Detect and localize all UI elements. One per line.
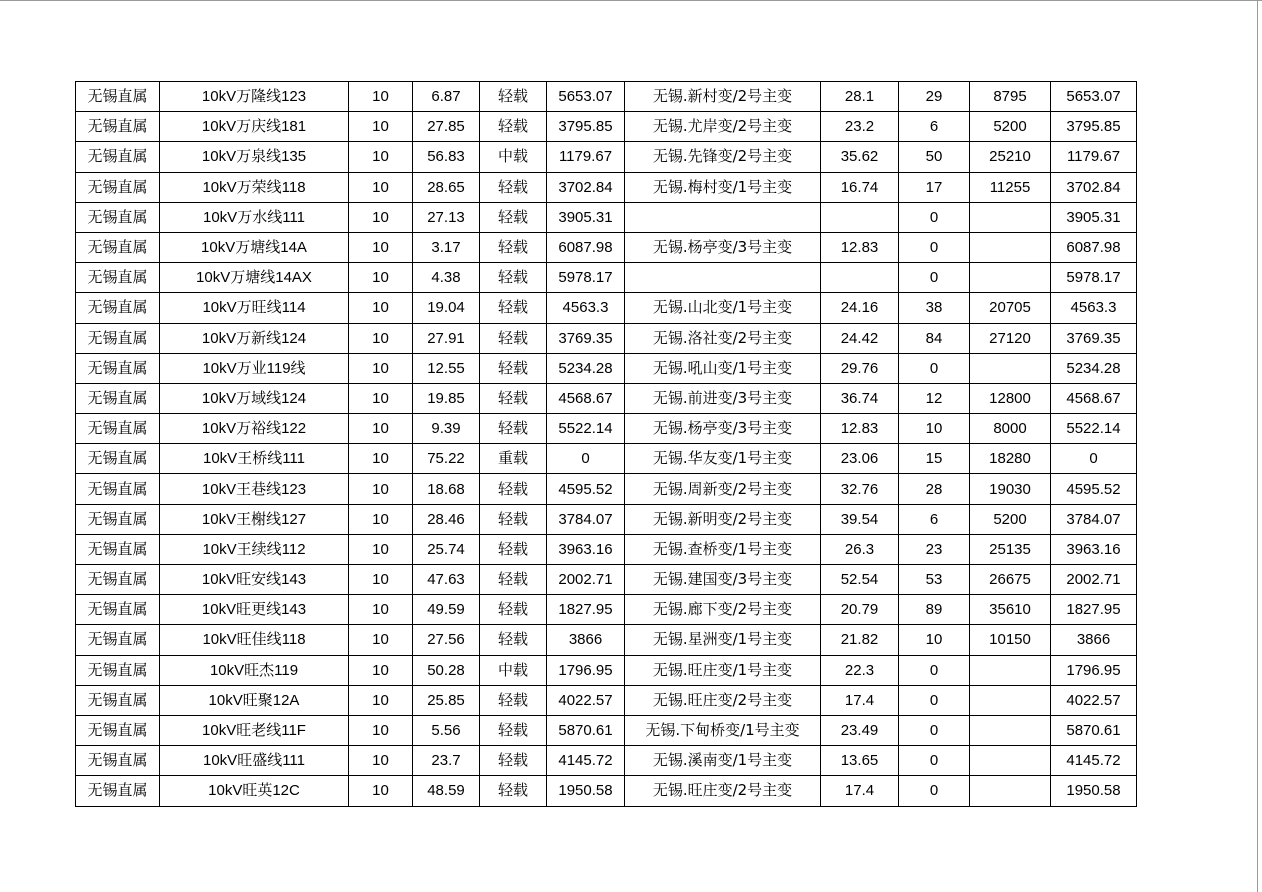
load-status-cell: 轻载 — [480, 172, 547, 202]
load-rate-cell: 27.13 — [413, 202, 480, 232]
line-name-cell: 10kV旺盛线111 — [160, 746, 349, 776]
remaining-capacity-cell: 1827.95 — [1051, 595, 1137, 625]
line-name-cell: 10kV旺老线11F — [160, 715, 349, 745]
line-name-cell: 10kV万隆线123 — [160, 82, 349, 112]
substation-transformer-cell: 无锡.先锋变/2号主变 — [625, 142, 821, 172]
remaining-capacity-cell: 5522.14 — [1051, 414, 1137, 444]
unit-cell: 无锡直属 — [76, 232, 160, 262]
unit-cell: 无锡直属 — [76, 383, 160, 413]
load-status-cell: 轻载 — [480, 323, 547, 353]
load-rate-cell: 27.91 — [413, 323, 480, 353]
voltage-cell: 10 — [349, 112, 413, 142]
available-capacity-cell: 5870.61 — [547, 715, 625, 745]
user-capacity-cell: 10150 — [970, 625, 1051, 655]
voltage-cell: 10 — [349, 142, 413, 172]
unit-cell: 无锡直属 — [76, 293, 160, 323]
line-name-cell: 10kV旺佳线118 — [160, 625, 349, 655]
load-status-cell: 轻载 — [480, 504, 547, 534]
load-status-cell: 轻载 — [480, 534, 547, 564]
substation-transformer-cell: 无锡.下甸桥变/1号主变 — [625, 715, 821, 745]
user-capacity-cell — [970, 655, 1051, 685]
transformer-load-rate-cell: 36.74 — [821, 383, 899, 413]
transformer-load-rate-cell: 28.1 — [821, 82, 899, 112]
unit-cell: 无锡直属 — [76, 715, 160, 745]
load-rate-cell: 3.17 — [413, 232, 480, 262]
unit-cell: 无锡直属 — [76, 172, 160, 202]
table-row — [76, 172, 1137, 202]
load-rate-cell: 49.59 — [413, 595, 480, 625]
line-name-cell: 10kV万业119线 — [160, 353, 349, 383]
table-row — [76, 746, 1137, 776]
load-rate-cell: 5.56 — [413, 715, 480, 745]
load-rate-cell: 9.39 — [413, 414, 480, 444]
unit-cell: 无锡直属 — [76, 414, 160, 444]
remaining-capacity-cell: 1950.58 — [1051, 776, 1137, 806]
load-status-cell: 轻载 — [480, 112, 547, 142]
unit-cell: 无锡直属 — [76, 353, 160, 383]
voltage-cell: 10 — [349, 172, 413, 202]
load-status-cell: 轻载 — [480, 82, 547, 112]
voltage-cell: 10 — [349, 293, 413, 323]
load-status-cell: 轻载 — [480, 232, 547, 262]
table-row — [76, 595, 1137, 625]
substation-transformer-cell: 无锡.梅村变/1号主变 — [625, 172, 821, 202]
transformer-load-rate-cell: 24.16 — [821, 293, 899, 323]
available-capacity-cell: 2002.71 — [547, 565, 625, 595]
transformer-load-rate-cell: 16.74 — [821, 172, 899, 202]
available-capacity-cell: 3795.85 — [547, 112, 625, 142]
table-row — [76, 715, 1137, 745]
table-row — [76, 444, 1137, 474]
unit-cell: 无锡直属 — [76, 655, 160, 685]
user-capacity-cell — [970, 202, 1051, 232]
user-count-cell: 0 — [899, 776, 970, 806]
line-name-cell: 10kV万水线111 — [160, 202, 349, 232]
load-rate-cell: 6.87 — [413, 82, 480, 112]
load-rate-cell: 28.65 — [413, 172, 480, 202]
table-row — [76, 82, 1137, 112]
user-count-cell: 12 — [899, 383, 970, 413]
voltage-cell: 10 — [349, 655, 413, 685]
substation-transformer-cell: 无锡.周新变/2号主变 — [625, 474, 821, 504]
unit-cell: 无锡直属 — [76, 565, 160, 595]
remaining-capacity-cell: 4022.57 — [1051, 685, 1137, 715]
available-capacity-cell: 3784.07 — [547, 504, 625, 534]
substation-transformer-cell: 无锡.杨亭变/3号主变 — [625, 414, 821, 444]
user-capacity-cell — [970, 685, 1051, 715]
substation-transformer-cell: 无锡.山北变/1号主变 — [625, 293, 821, 323]
line-name-cell: 10kV旺杰119 — [160, 655, 349, 685]
voltage-cell: 10 — [349, 474, 413, 504]
voltage-cell: 10 — [349, 685, 413, 715]
table-row — [76, 202, 1137, 232]
available-capacity-cell: 4563.3 — [547, 293, 625, 323]
user-count-cell: 0 — [899, 685, 970, 715]
remaining-capacity-cell: 3795.85 — [1051, 112, 1137, 142]
load-status-cell: 轻载 — [480, 474, 547, 504]
available-capacity-cell: 3963.16 — [547, 534, 625, 564]
remaining-capacity-cell: 3866 — [1051, 625, 1137, 655]
table-row — [76, 293, 1137, 323]
transformer-load-rate-cell: 29.76 — [821, 353, 899, 383]
load-status-cell: 轻载 — [480, 414, 547, 444]
user-count-cell: 10 — [899, 414, 970, 444]
transformer-load-rate-cell: 17.4 — [821, 776, 899, 806]
substation-transformer-cell: 无锡.前进变/3号主变 — [625, 383, 821, 413]
user-capacity-cell: 19030 — [970, 474, 1051, 504]
table-row — [76, 534, 1137, 564]
transformer-load-rate-cell: 26.3 — [821, 534, 899, 564]
transformer-load-rate-cell: 52.54 — [821, 565, 899, 595]
unit-cell: 无锡直属 — [76, 776, 160, 806]
line-name-cell: 10kV万裕线122 — [160, 414, 349, 444]
voltage-cell: 10 — [349, 776, 413, 806]
substation-transformer-cell: 无锡.查桥变/1号主变 — [625, 534, 821, 564]
load-status-cell: 轻载 — [480, 293, 547, 323]
page-right-border — [1257, 0, 1258, 892]
available-capacity-cell: 3769.35 — [547, 323, 625, 353]
load-status-cell: 轻载 — [480, 263, 547, 293]
table-row — [76, 263, 1137, 293]
table-row — [76, 655, 1137, 685]
load-rate-cell: 75.22 — [413, 444, 480, 474]
substation-transformer-cell — [625, 263, 821, 293]
available-capacity-cell: 1827.95 — [547, 595, 625, 625]
user-count-cell: 0 — [899, 353, 970, 383]
load-rate-cell: 50.28 — [413, 655, 480, 685]
available-capacity-cell: 3905.31 — [547, 202, 625, 232]
unit-cell: 无锡直属 — [76, 444, 160, 474]
load-status-cell: 轻载 — [480, 353, 547, 383]
line-name-cell: 10kV旺安线143 — [160, 565, 349, 595]
available-capacity-cell: 3866 — [547, 625, 625, 655]
user-count-cell: 23 — [899, 534, 970, 564]
transformer-load-rate-cell: 23.2 — [821, 112, 899, 142]
unit-cell: 无锡直属 — [76, 534, 160, 564]
load-status-cell: 轻载 — [480, 565, 547, 595]
line-name-cell: 10kV万塘线14A — [160, 232, 349, 262]
transformer-load-rate-cell: 24.42 — [821, 323, 899, 353]
line-name-cell: 10kV王续线112 — [160, 534, 349, 564]
load-rate-cell: 28.46 — [413, 504, 480, 534]
unit-cell: 无锡直属 — [76, 112, 160, 142]
load-rate-cell: 19.04 — [413, 293, 480, 323]
user-capacity-cell — [970, 232, 1051, 262]
table-row — [76, 414, 1137, 444]
table-row — [76, 776, 1137, 806]
feeder-load-table — [75, 81, 1137, 807]
user-capacity-cell: 26675 — [970, 565, 1051, 595]
transformer-load-rate-cell: 35.62 — [821, 142, 899, 172]
line-name-cell: 10kV万新线124 — [160, 323, 349, 353]
load-status-cell: 轻载 — [480, 685, 547, 715]
load-rate-cell: 18.68 — [413, 474, 480, 504]
available-capacity-cell: 5234.28 — [547, 353, 625, 383]
voltage-cell: 10 — [349, 414, 413, 444]
user-count-cell: 89 — [899, 595, 970, 625]
line-name-cell: 10kV王桥线111 — [160, 444, 349, 474]
user-count-cell: 0 — [899, 746, 970, 776]
user-count-cell: 0 — [899, 202, 970, 232]
substation-transformer-cell: 无锡.新明变/2号主变 — [625, 504, 821, 534]
unit-cell: 无锡直属 — [76, 685, 160, 715]
transformer-load-rate-cell: 21.82 — [821, 625, 899, 655]
user-capacity-cell: 25210 — [970, 142, 1051, 172]
unit-cell: 无锡直属 — [76, 202, 160, 232]
voltage-cell: 10 — [349, 625, 413, 655]
table-row — [76, 685, 1137, 715]
unit-cell: 无锡直属 — [76, 504, 160, 534]
substation-transformer-cell: 无锡.新村变/2号主变 — [625, 82, 821, 112]
transformer-load-rate-cell: 17.4 — [821, 685, 899, 715]
voltage-cell: 10 — [349, 504, 413, 534]
user-capacity-cell — [970, 746, 1051, 776]
load-status-cell: 轻载 — [480, 715, 547, 745]
user-capacity-cell: 11255 — [970, 172, 1051, 202]
remaining-capacity-cell: 5234.28 — [1051, 353, 1137, 383]
table-row — [76, 625, 1137, 655]
load-status-cell: 中载 — [480, 142, 547, 172]
table-row — [76, 474, 1137, 504]
remaining-capacity-cell: 3702.84 — [1051, 172, 1137, 202]
substation-transformer-cell: 无锡.旺庄变/2号主变 — [625, 685, 821, 715]
unit-cell: 无锡直属 — [76, 625, 160, 655]
line-name-cell: 10kV万域线124 — [160, 383, 349, 413]
unit-cell: 无锡直属 — [76, 82, 160, 112]
load-status-cell: 轻载 — [480, 202, 547, 232]
available-capacity-cell: 5978.17 — [547, 263, 625, 293]
substation-transformer-cell: 无锡.洛社变/2号主变 — [625, 323, 821, 353]
voltage-cell: 10 — [349, 323, 413, 353]
table-row — [76, 383, 1137, 413]
available-capacity-cell: 5653.07 — [547, 82, 625, 112]
voltage-cell: 10 — [349, 202, 413, 232]
transformer-load-rate-cell: 20.79 — [821, 595, 899, 625]
substation-transformer-cell: 无锡.华友变/1号主变 — [625, 444, 821, 474]
available-capacity-cell: 5522.14 — [547, 414, 625, 444]
remaining-capacity-cell: 6087.98 — [1051, 232, 1137, 262]
substation-transformer-cell — [625, 202, 821, 232]
remaining-capacity-cell: 4568.67 — [1051, 383, 1137, 413]
line-name-cell: 10kV旺聚12A — [160, 685, 349, 715]
user-capacity-cell: 27120 — [970, 323, 1051, 353]
available-capacity-cell: 1796.95 — [547, 655, 625, 685]
load-status-cell: 轻载 — [480, 776, 547, 806]
voltage-cell: 10 — [349, 263, 413, 293]
substation-transformer-cell: 无锡.吼山变/1号主变 — [625, 353, 821, 383]
available-capacity-cell: 4568.67 — [547, 383, 625, 413]
available-capacity-cell: 0 — [547, 444, 625, 474]
table-row — [76, 112, 1137, 142]
voltage-cell: 10 — [349, 746, 413, 776]
voltage-cell: 10 — [349, 82, 413, 112]
voltage-cell: 10 — [349, 353, 413, 383]
line-name-cell: 10kV万荣线118 — [160, 172, 349, 202]
user-capacity-cell: 25135 — [970, 534, 1051, 564]
voltage-cell: 10 — [349, 444, 413, 474]
available-capacity-cell: 6087.98 — [547, 232, 625, 262]
transformer-load-rate-cell: 23.06 — [821, 444, 899, 474]
remaining-capacity-cell: 1179.67 — [1051, 142, 1137, 172]
remaining-capacity-cell: 3784.07 — [1051, 504, 1137, 534]
substation-transformer-cell: 无锡.建国变/3号主变 — [625, 565, 821, 595]
load-rate-cell: 25.74 — [413, 534, 480, 564]
voltage-cell: 10 — [349, 232, 413, 262]
user-capacity-cell: 12800 — [970, 383, 1051, 413]
load-rate-cell: 56.83 — [413, 142, 480, 172]
table-row — [76, 323, 1137, 353]
load-rate-cell: 27.85 — [413, 112, 480, 142]
available-capacity-cell: 1179.67 — [547, 142, 625, 172]
substation-transformer-cell: 无锡.杨亭变/3号主变 — [625, 232, 821, 262]
table-row — [76, 565, 1137, 595]
substation-transformer-cell: 无锡.旺庄变/2号主变 — [625, 776, 821, 806]
load-rate-cell: 19.85 — [413, 383, 480, 413]
user-capacity-cell: 20705 — [970, 293, 1051, 323]
user-capacity-cell: 5200 — [970, 504, 1051, 534]
remaining-capacity-cell: 3905.31 — [1051, 202, 1137, 232]
user-count-cell: 15 — [899, 444, 970, 474]
user-capacity-cell: 18280 — [970, 444, 1051, 474]
user-count-cell: 0 — [899, 263, 970, 293]
user-count-cell: 0 — [899, 232, 970, 262]
line-name-cell: 10kV万泉线135 — [160, 142, 349, 172]
load-status-cell: 重载 — [480, 444, 547, 474]
remaining-capacity-cell: 4595.52 — [1051, 474, 1137, 504]
transformer-load-rate-cell: 23.49 — [821, 715, 899, 745]
table-row — [76, 142, 1137, 172]
line-name-cell: 10kV王巷线123 — [160, 474, 349, 504]
line-name-cell: 10kV万庆线181 — [160, 112, 349, 142]
user-count-cell: 0 — [899, 655, 970, 685]
transformer-load-rate-cell: 22.3 — [821, 655, 899, 685]
available-capacity-cell: 4145.72 — [547, 746, 625, 776]
page-top-border — [0, 0, 1262, 1]
line-name-cell: 10kV旺英12C — [160, 776, 349, 806]
user-capacity-cell: 35610 — [970, 595, 1051, 625]
substation-transformer-cell: 无锡.旺庄变/1号主变 — [625, 655, 821, 685]
load-status-cell: 轻载 — [480, 383, 547, 413]
unit-cell: 无锡直属 — [76, 746, 160, 776]
remaining-capacity-cell: 0 — [1051, 444, 1137, 474]
line-name-cell: 10kV旺更线143 — [160, 595, 349, 625]
remaining-capacity-cell: 5870.61 — [1051, 715, 1137, 745]
unit-cell: 无锡直属 — [76, 595, 160, 625]
substation-transformer-cell: 无锡.溪南变/1号主变 — [625, 746, 821, 776]
user-count-cell: 29 — [899, 82, 970, 112]
remaining-capacity-cell: 4145.72 — [1051, 746, 1137, 776]
remaining-capacity-cell: 5978.17 — [1051, 263, 1137, 293]
remaining-capacity-cell: 3769.35 — [1051, 323, 1137, 353]
transformer-load-rate-cell: 39.54 — [821, 504, 899, 534]
available-capacity-cell: 1950.58 — [547, 776, 625, 806]
remaining-capacity-cell: 3963.16 — [1051, 534, 1137, 564]
unit-cell: 无锡直属 — [76, 142, 160, 172]
user-count-cell: 17 — [899, 172, 970, 202]
available-capacity-cell: 3702.84 — [547, 172, 625, 202]
load-rate-cell: 25.85 — [413, 685, 480, 715]
substation-transformer-cell: 无锡.尤岸变/2号主变 — [625, 112, 821, 142]
user-count-cell: 50 — [899, 142, 970, 172]
user-capacity-cell: 8795 — [970, 82, 1051, 112]
user-capacity-cell — [970, 776, 1051, 806]
line-name-cell: 10kV王榭线127 — [160, 504, 349, 534]
line-name-cell: 10kV万塘线14AX — [160, 263, 349, 293]
available-capacity-cell: 4022.57 — [547, 685, 625, 715]
voltage-cell: 10 — [349, 565, 413, 595]
voltage-cell: 10 — [349, 534, 413, 564]
load-status-cell: 轻载 — [480, 746, 547, 776]
table-row — [76, 353, 1137, 383]
user-count-cell: 84 — [899, 323, 970, 353]
user-count-cell: 38 — [899, 293, 970, 323]
load-rate-cell: 23.7 — [413, 746, 480, 776]
load-rate-cell: 12.55 — [413, 353, 480, 383]
remaining-capacity-cell: 1796.95 — [1051, 655, 1137, 685]
user-count-cell: 28 — [899, 474, 970, 504]
transformer-load-rate-cell — [821, 202, 899, 232]
user-capacity-cell — [970, 715, 1051, 745]
table-row — [76, 504, 1137, 534]
line-name-cell: 10kV万旺线114 — [160, 293, 349, 323]
remaining-capacity-cell: 4563.3 — [1051, 293, 1137, 323]
user-count-cell: 6 — [899, 504, 970, 534]
available-capacity-cell: 4595.52 — [547, 474, 625, 504]
load-status-cell: 中载 — [480, 655, 547, 685]
transformer-load-rate-cell: 32.76 — [821, 474, 899, 504]
load-rate-cell: 27.56 — [413, 625, 480, 655]
unit-cell: 无锡直属 — [76, 263, 160, 293]
remaining-capacity-cell: 2002.71 — [1051, 565, 1137, 595]
table-body — [76, 82, 1137, 807]
user-capacity-cell — [970, 353, 1051, 383]
user-count-cell: 6 — [899, 112, 970, 142]
load-status-cell: 轻载 — [480, 595, 547, 625]
voltage-cell: 10 — [349, 715, 413, 745]
transformer-load-rate-cell: 13.65 — [821, 746, 899, 776]
user-capacity-cell — [970, 263, 1051, 293]
user-count-cell: 10 — [899, 625, 970, 655]
user-count-cell: 53 — [899, 565, 970, 595]
remaining-capacity-cell: 5653.07 — [1051, 82, 1137, 112]
substation-transformer-cell: 无锡.廊下变/2号主变 — [625, 595, 821, 625]
load-rate-cell: 4.38 — [413, 263, 480, 293]
substation-transformer-cell: 无锡.星洲变/1号主变 — [625, 625, 821, 655]
user-capacity-cell: 8000 — [970, 414, 1051, 444]
load-status-cell: 轻载 — [480, 625, 547, 655]
voltage-cell: 10 — [349, 595, 413, 625]
load-rate-cell: 47.63 — [413, 565, 480, 595]
unit-cell: 无锡直属 — [76, 474, 160, 504]
user-count-cell: 0 — [899, 715, 970, 745]
unit-cell: 无锡直属 — [76, 323, 160, 353]
transformer-load-rate-cell: 12.83 — [821, 232, 899, 262]
user-capacity-cell: 5200 — [970, 112, 1051, 142]
load-rate-cell: 48.59 — [413, 776, 480, 806]
table-row — [76, 232, 1137, 262]
voltage-cell: 10 — [349, 383, 413, 413]
transformer-load-rate-cell — [821, 263, 899, 293]
transformer-load-rate-cell: 12.83 — [821, 414, 899, 444]
